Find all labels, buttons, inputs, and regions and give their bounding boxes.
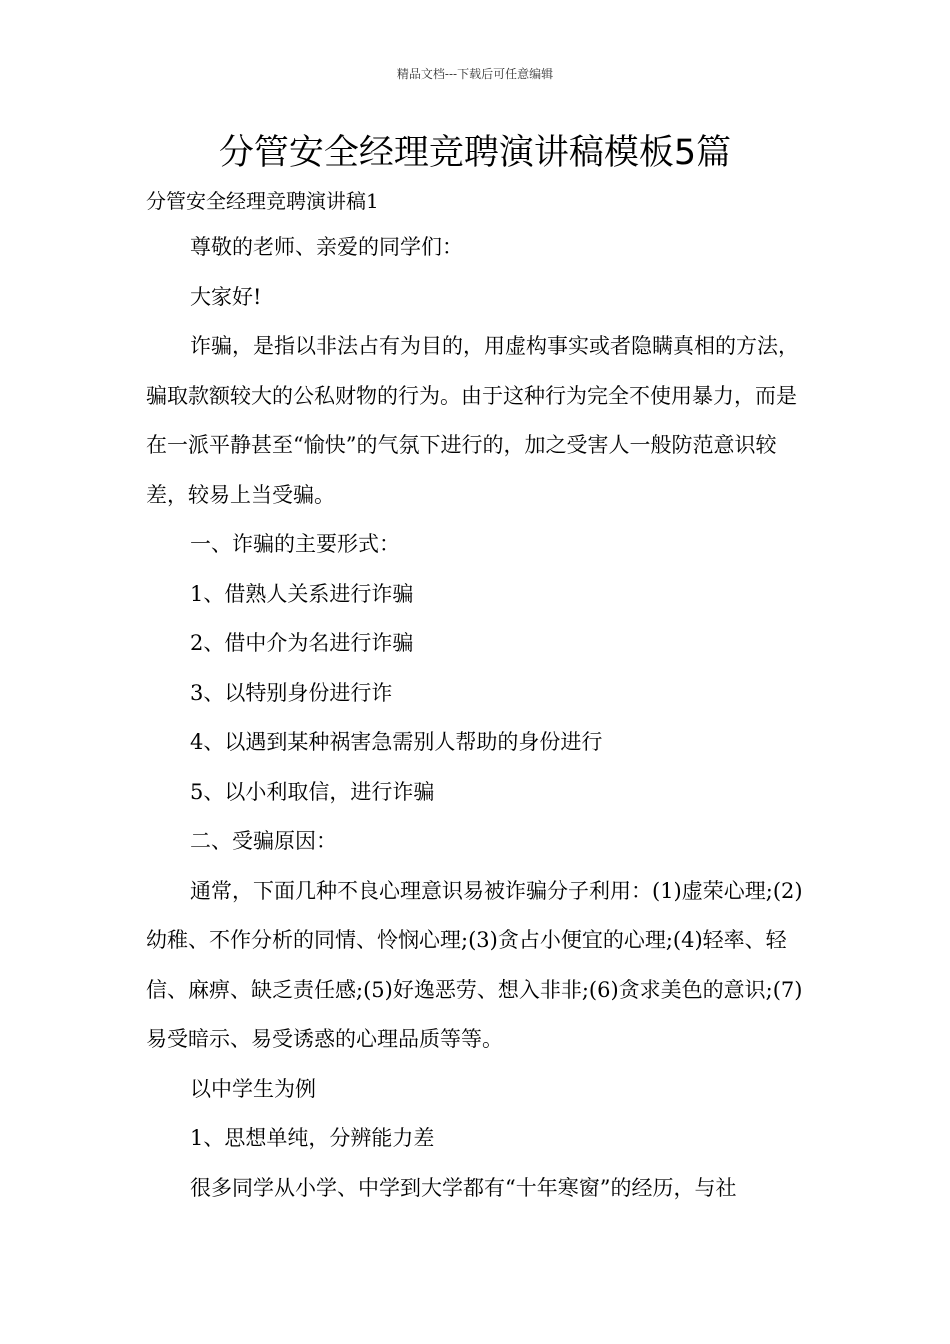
paragraph-example-intro: 以中学生为例 (190, 1076, 316, 1101)
list-item: 5、以小利取信，进行诈骗 (190, 779, 435, 804)
paragraph-psychology: 通常，下面几种不良心理意识易被诈骗分子利用：(1)虚荣心理;(2)幼稚、不作分析的同情、怜悯心理;(3)贪占小便宜的心理;(4)轻率、轻信、麻痹、缺乏责任感;(5)好逸恶劳、想入非非;(6)贪求美色的意识;(7)易受暗示、易受诱惑的心理品质等等。 (146, 878, 803, 1051)
heading-fraud-causes: 二、受骗原因： (190, 829, 337, 853)
paragraph-continuation: 很多同学从小学、中学到大学都有“十年寒窗”的经历，与社 (190, 1175, 737, 1200)
paragraph-fraud-definition: 诈骗，是指以非法占有为目的，用虚构事实或者隐瞒真相的方法，骗取款额较大的公私财物的行为。由于这种行为完全不使用暴力，而是在一派平静甚至“愉快”的气氛下进行的，加之受害人一般防范意识较差，较易上当受骗。 (146, 334, 799, 507)
section-subtitle: 分管安全经理竞聘演讲稿1 (146, 189, 379, 213)
list-item: 1、借熟人关系进行诈骗 (190, 581, 414, 606)
list-item: 4、以遇到某种祸害急需别人帮助的身份进行 (190, 730, 603, 754)
document-title: 分管安全经理竞聘演讲稿模板5篇 (218, 133, 732, 173)
paragraph-salutation: 尊敬的老师、亲爱的同学们： (190, 235, 463, 259)
heading-fraud-forms: 一、诈骗的主要形式： (190, 532, 400, 556)
header-note: 精品文档---下载后可任意编辑 (396, 67, 554, 81)
document-body (146, 223, 816, 1213)
list-item: 2、借中介为名进行诈骗 (190, 631, 414, 655)
paragraph-greeting: 大家好! (190, 284, 262, 309)
list-item: 1、思想单纯，分辨能力差 (190, 1126, 435, 1150)
list-item: 3、以特别身份进行诈 (190, 680, 393, 705)
